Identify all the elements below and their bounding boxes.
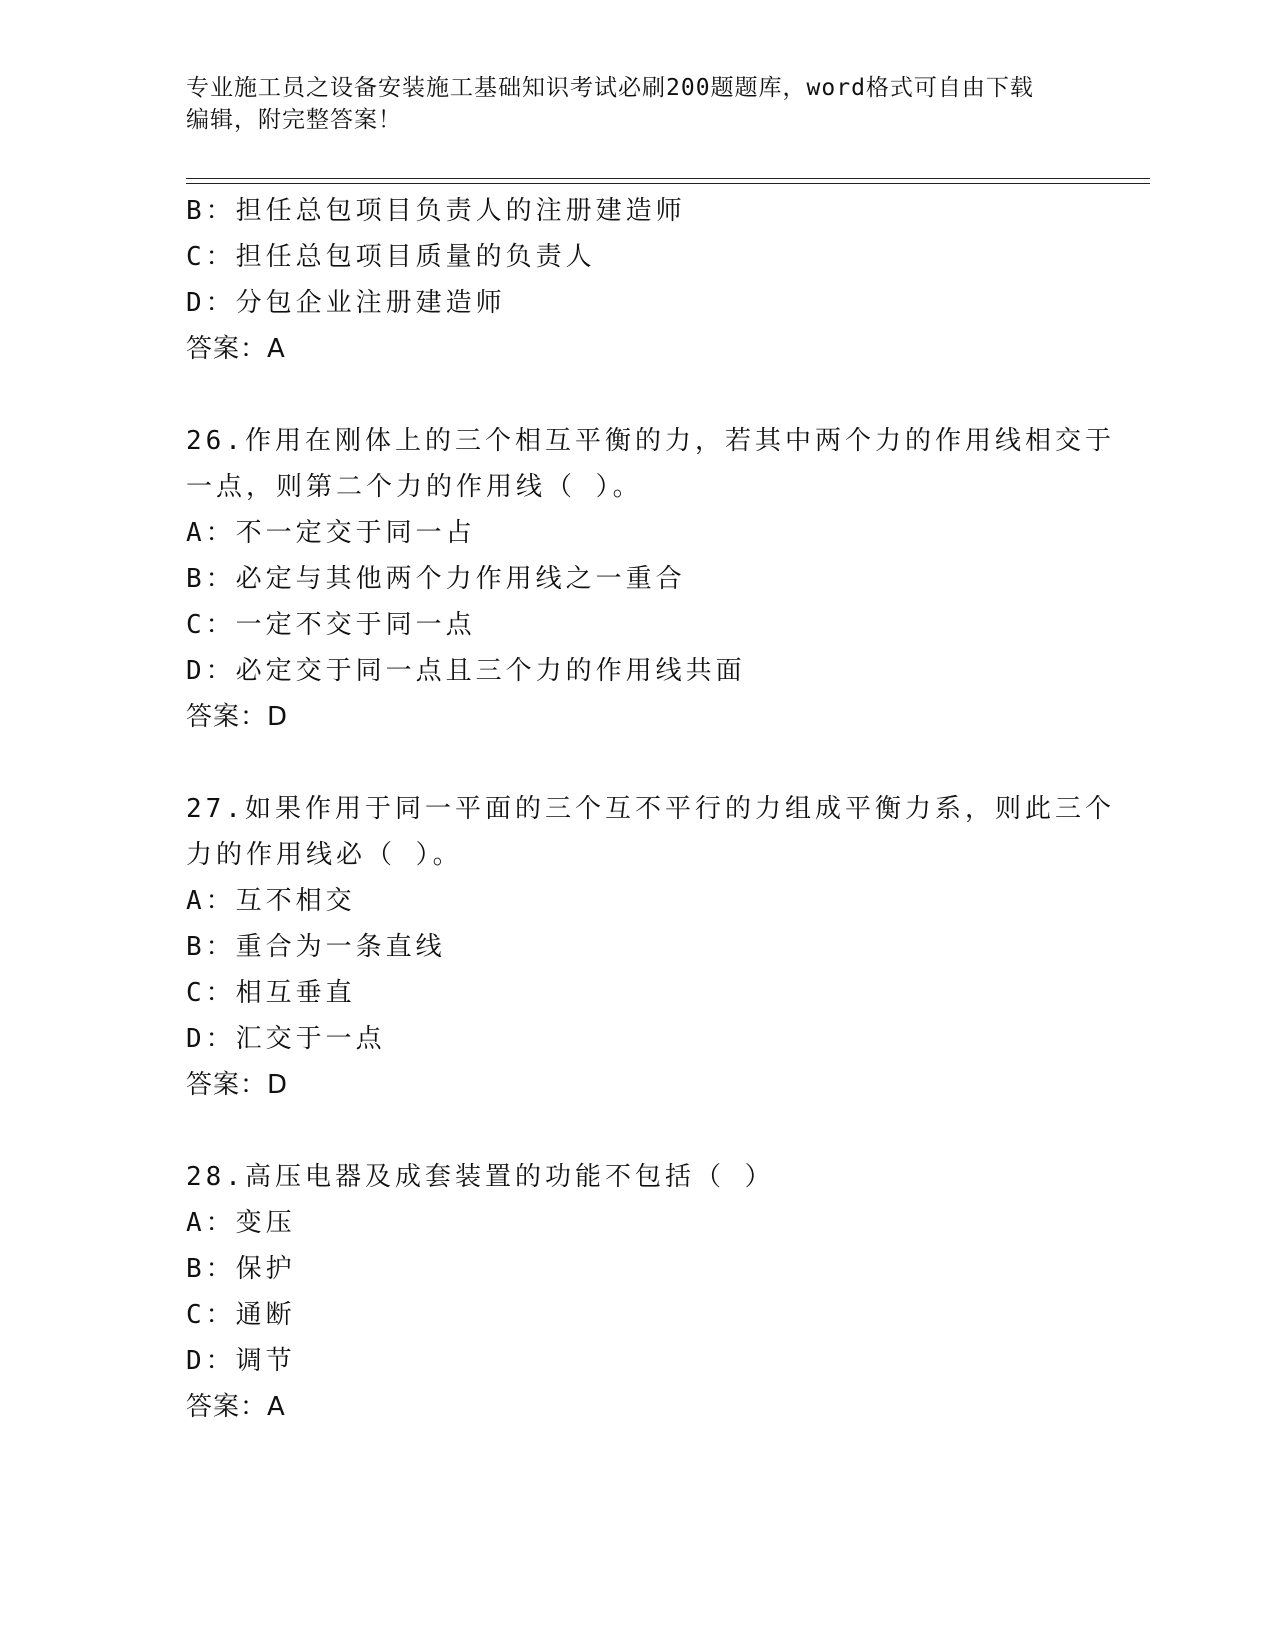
option-c: C：一定不交于同一点 (186, 610, 476, 640)
option-a: A：不一定交于同一占 (186, 518, 476, 548)
question-stem-continued: 一点，则第二个力的作用线（ ）。 (186, 472, 643, 502)
option-b: B：重合为一条直线 (186, 932, 446, 962)
option-d: D：汇交于一点 (186, 1024, 386, 1054)
question-stem-continued: 力的作用线必（ ）。 (186, 840, 463, 870)
question-stem: 28.高压电器及成套装置的功能不包括（ ） (186, 1162, 775, 1192)
option-c: C：通断 (186, 1300, 296, 1330)
question-25-tail (186, 188, 1086, 372)
option-a: A：互不相交 (186, 886, 356, 916)
option-d: D：调节 (186, 1346, 296, 1376)
question-28 (186, 1154, 1086, 1430)
option-c: C：担任总包项目质量的负责人 (186, 242, 596, 272)
option-d: D：必定交于同一点且三个力的作用线共面 (186, 656, 746, 686)
answer-line: 答案：A (186, 334, 286, 364)
header-divider-top (186, 178, 1150, 179)
option-b: B：必定与其他两个力作用线之一重合 (186, 564, 686, 594)
spacer (186, 372, 1086, 418)
document-header (186, 72, 1086, 136)
question-stem: 26.作用在刚体上的三个相互平衡的力，若其中两个力的作用线相交于 (186, 426, 1115, 456)
header-line-2: 编辑，附完整答案！ (186, 107, 402, 133)
answer-line: 答案：D (186, 1070, 289, 1100)
answer-line: 答案：D (186, 702, 289, 732)
question-26 (186, 418, 1115, 740)
spacer (186, 740, 1086, 786)
question-list (186, 188, 1115, 1430)
option-c: C：相互垂直 (186, 978, 356, 1008)
header-divider-bottom (186, 183, 1150, 184)
question-stem: 27.如果作用于同一平面的三个互不平行的力组成平衡力系，则此三个 (186, 794, 1115, 824)
header-line-1: 专业施工员之设备安装施工基础知识考试必刷200题题库，word格式可自由下载 (186, 75, 1034, 101)
option-a: A：变压 (186, 1208, 296, 1238)
option-b: B：担任总包项目负责人的注册建造师 (186, 196, 686, 226)
option-d: D：分包企业注册建造师 (186, 288, 506, 318)
answer-line: 答案：A (186, 1392, 286, 1422)
option-b: B：保护 (186, 1254, 296, 1284)
question-27 (186, 786, 1115, 1108)
spacer (186, 1108, 1086, 1154)
